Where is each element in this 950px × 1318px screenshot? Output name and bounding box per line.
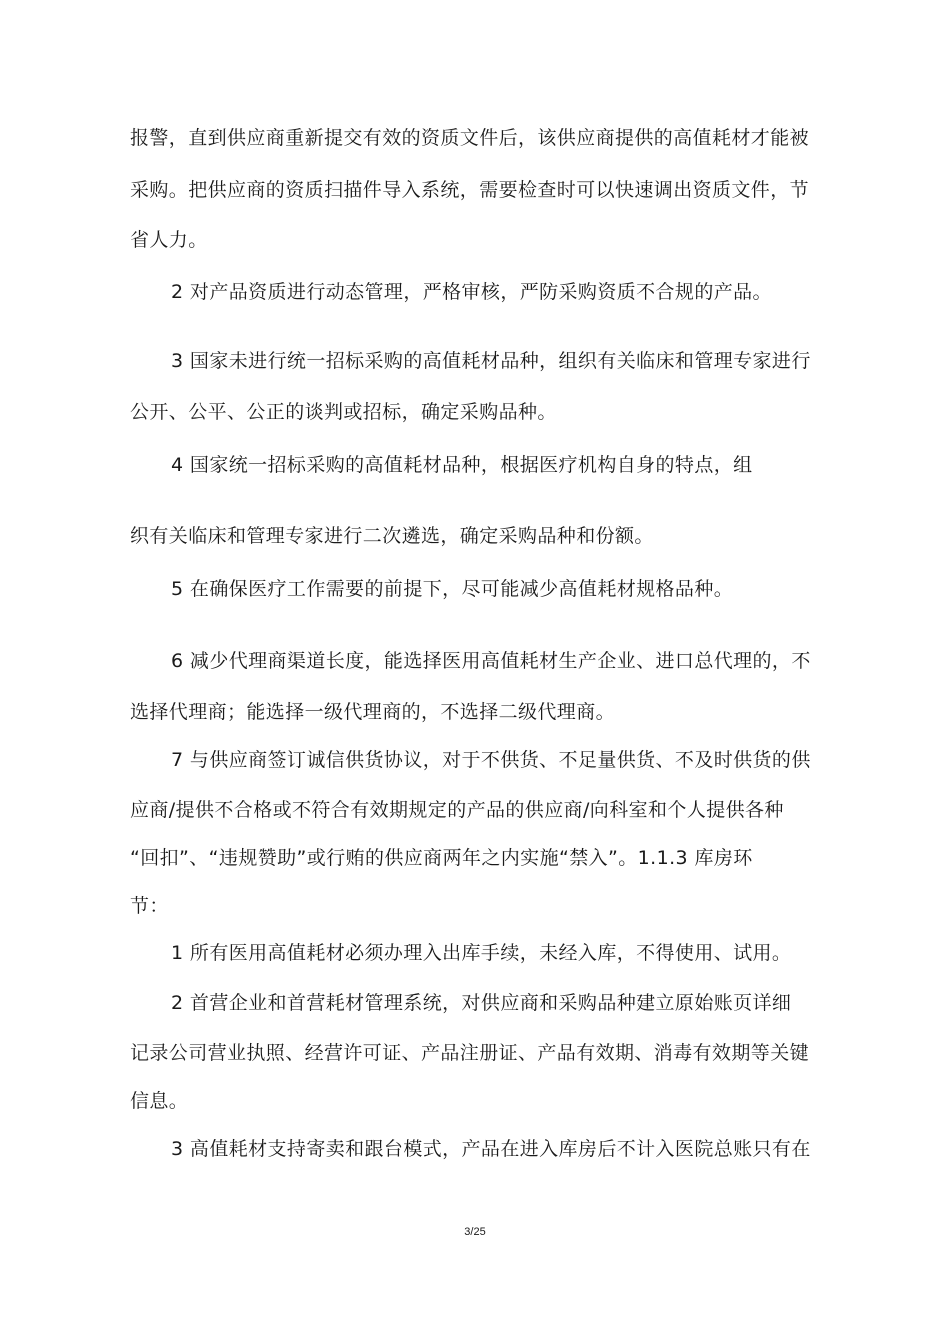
text-line: 6 减少代理商渠道长度，能选择医用高值耗材生产企业、进口总代理的，不	[171, 650, 811, 672]
text-line: “回扣”、“违规赞助”或行贿的供应商两年之内实施“禁入”。1.1.3 库房环	[130, 847, 753, 869]
text-line: 1 所有医用高值耗材必须办理入出库手续，未经入库，不得使用、试用。	[171, 942, 792, 964]
text-line: 织有关临床和管理专家进行二次遴选，确定采购品种和份额。	[130, 525, 654, 547]
text-line: 省人力。	[130, 229, 208, 251]
text-line: 选择代理商；能选择一级代理商的，不选择二级代理商。	[130, 701, 616, 723]
page-number: 3/25	[464, 1226, 486, 1238]
text-line: 报警，直到供应商重新提交有效的资质文件后，该供应商提供的高值耗材才能被	[130, 127, 810, 149]
text-line: 公开、公平、公正的谈判或招标，确定采购品种。	[130, 401, 557, 423]
text-line: 采购。把供应商的资质扫描件导入系统，需要检查时可以快速调出资质文件，节	[130, 179, 810, 201]
text-line: 4 国家统一招标采购的高值耗材品种，根据医疗机构自身的特点，组	[171, 454, 753, 476]
text-line: 应商/提供不合格或不符合有效期规定的产品的供应商/向科室和个人提供各种	[130, 799, 784, 821]
text-line: 5 在确保医疗工作需要的前提下，尽可能减少高值耗材规格品种。	[171, 578, 734, 600]
text-line: 3 高值耗材支持寄卖和跟台模式，产品在进入库房后不计入医院总账只有在	[171, 1138, 811, 1160]
text-line: 记录公司营业执照、经营许可证、产品注册证、产品有效期、消毒有效期等关键	[130, 1042, 810, 1064]
text-line: 2 对产品资质进行动态管理，严格审核，严防采购资质不合规的产品。	[171, 281, 772, 303]
text-line: 7 与供应商签订诚信供货协议，对于不供货、不足量供货、不及时供货的供	[171, 749, 811, 771]
text-line: 节：	[130, 895, 169, 917]
text-line: 3 国家未进行统一招标采购的高值耗材品种，组织有关临床和管理专家进行	[171, 350, 811, 372]
text-line: 2 首营企业和首营耗材管理系统，对供应商和采购品种建立原始账页详细	[171, 992, 792, 1014]
text-line: 信息。	[130, 1090, 189, 1112]
